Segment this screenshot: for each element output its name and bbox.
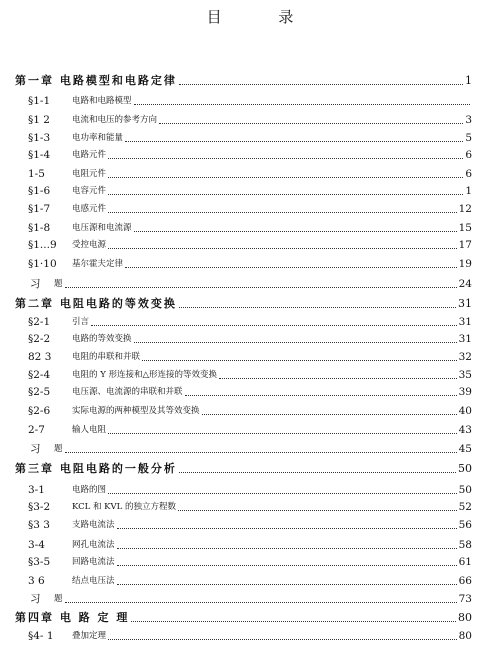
section-title: 电功率和能量 xyxy=(72,133,124,143)
chapter-row[interactable] xyxy=(0,460,500,478)
section-number: 82 3 xyxy=(28,351,52,363)
page-number: 19 xyxy=(458,258,472,270)
section-title: 电压源、电流源的串联和并联 xyxy=(72,387,183,397)
section-row[interactable] xyxy=(0,92,500,110)
dot-leader xyxy=(131,621,456,622)
section-number: §3-2 xyxy=(28,501,51,513)
chapter-title: 第三章 电阻电路的一般分析 xyxy=(15,462,177,475)
section-row[interactable] xyxy=(0,421,500,439)
chapter-row[interactable] xyxy=(0,295,500,313)
dot-leader xyxy=(125,141,463,142)
section-row[interactable] xyxy=(0,200,500,218)
section-row[interactable] xyxy=(0,402,500,420)
dot-leader xyxy=(185,395,457,396)
page-number: 17 xyxy=(458,239,472,251)
dot-leader xyxy=(179,472,456,473)
section-number: §1·10 xyxy=(28,258,57,270)
section-row[interactable] xyxy=(0,330,500,348)
section-number: §3 3 xyxy=(28,519,50,531)
page-number: 80 xyxy=(458,611,472,624)
section-row[interactable] xyxy=(0,348,500,366)
section-row[interactable] xyxy=(0,383,500,401)
page-number: 31 xyxy=(458,333,472,345)
page-number: 56 xyxy=(458,519,472,531)
section-title: 电压源和电流源 xyxy=(72,223,132,233)
page-number: 35 xyxy=(458,369,472,381)
dot-leader xyxy=(219,378,457,379)
page-number: 3 xyxy=(465,114,472,126)
page-number: 6 xyxy=(465,149,472,161)
dot-leader xyxy=(108,158,463,159)
section-number: §2-4 xyxy=(28,369,51,381)
section-title: 题 xyxy=(54,279,63,289)
page-number: 1 xyxy=(465,74,472,87)
section-number: 习 xyxy=(30,278,41,290)
section-number: 1-5 xyxy=(28,168,45,180)
section-title: 电流和电压的参考方向 xyxy=(72,115,158,125)
chapter-row[interactable] xyxy=(0,609,500,627)
page-number: 73 xyxy=(458,593,472,605)
section-number: 3-1 xyxy=(28,484,45,496)
page-number: 32 xyxy=(458,351,472,363)
dot-leader xyxy=(108,194,463,195)
section-row[interactable] xyxy=(0,498,500,516)
section-row[interactable] xyxy=(0,146,500,164)
section-number: §2-1 xyxy=(28,316,51,328)
section-number: 3-4 xyxy=(28,539,45,551)
page-number: 43 xyxy=(458,424,472,436)
page-number: 80 xyxy=(458,630,472,642)
page-number: 5 xyxy=(465,132,472,144)
page-number: 58 xyxy=(458,539,472,551)
section-title: 受控电源 xyxy=(72,240,107,250)
section-number: 习 xyxy=(30,593,41,605)
section-number: 习 xyxy=(30,443,41,455)
section-row[interactable] xyxy=(0,313,500,331)
section-number: 3 6 xyxy=(28,575,45,587)
section-number: §1-4 xyxy=(28,149,51,161)
section-title: 实际电源的两种模型及其等效变换 xyxy=(72,406,200,416)
page-number: 50 xyxy=(458,484,472,496)
section-number: §1-8 xyxy=(28,222,51,234)
dot-leader xyxy=(117,584,457,585)
section-title: 电路和电路模型 xyxy=(72,96,132,106)
dot-leader xyxy=(134,342,457,343)
dot-leader xyxy=(108,248,457,249)
section-title: 引言 xyxy=(72,317,90,327)
dot-leader xyxy=(108,493,457,494)
section-title: 回路电流法 xyxy=(72,557,115,567)
dot-leader xyxy=(65,287,457,288)
section-row[interactable] xyxy=(0,481,500,499)
section-title: 电容元件 xyxy=(72,186,107,196)
section-title: 题 xyxy=(54,444,63,454)
dot-leader xyxy=(117,565,457,566)
page-number: 40 xyxy=(458,405,472,417)
section-row[interactable] xyxy=(0,366,500,384)
section-row[interactable] xyxy=(0,129,500,147)
dot-leader xyxy=(202,414,457,415)
section-row[interactable] xyxy=(0,219,500,237)
page-number: 66 xyxy=(458,575,472,587)
section-row[interactable] xyxy=(0,536,500,554)
section-row[interactable] xyxy=(0,275,500,293)
dot-leader xyxy=(179,84,463,85)
section-number: §1-1 xyxy=(28,95,51,107)
chapter-title: 第四章 电 路 定 理 xyxy=(15,611,130,624)
page-number: 61 xyxy=(458,556,472,568)
section-row[interactable] xyxy=(0,255,500,273)
dot-leader xyxy=(108,433,457,434)
section-title: 叠加定理 xyxy=(72,631,107,641)
section-row[interactable] xyxy=(0,627,500,645)
chapter-title: 第一章 电路模型和电路定律 xyxy=(15,74,177,87)
page-number: 31 xyxy=(458,316,472,328)
dot-leader xyxy=(178,510,457,511)
section-number: §1...9 xyxy=(28,239,57,251)
page-number: 15 xyxy=(458,222,472,234)
section-number: §2-2 xyxy=(28,333,51,345)
page-number: 12 xyxy=(458,203,472,215)
dot-leader xyxy=(159,123,463,124)
dot-leader xyxy=(91,325,457,326)
section-row[interactable] xyxy=(0,553,500,571)
section-title: 题 xyxy=(54,594,63,604)
dot-leader xyxy=(142,360,457,361)
section-number: §1-6 xyxy=(28,185,51,197)
section-number: 2-7 xyxy=(28,424,45,436)
chapter-title: 第二章 电阻电路的等效变换 xyxy=(15,297,177,310)
page-number: 31 xyxy=(458,297,472,310)
section-row[interactable] xyxy=(0,236,500,254)
section-row[interactable] xyxy=(0,165,500,183)
chapter-row[interactable] xyxy=(0,72,500,90)
dot-leader xyxy=(108,639,457,640)
dot-leader xyxy=(134,231,457,232)
section-number: §2-6 xyxy=(28,405,51,417)
page-title: 目 录 xyxy=(206,8,320,26)
section-number: §3-5 xyxy=(28,556,51,568)
section-title: 电阻的串联和并联 xyxy=(72,352,141,362)
section-title: 网孔电流法 xyxy=(72,540,115,550)
section-number: §4- 1 xyxy=(28,630,54,642)
section-row[interactable] xyxy=(0,590,500,608)
page-number: 45 xyxy=(458,443,472,455)
section-number: §1-7 xyxy=(28,203,51,215)
section-title: 电路的等效变换 xyxy=(72,334,132,344)
dot-leader xyxy=(125,267,457,268)
section-title: 支路电流法 xyxy=(72,520,115,530)
section-number: §2-5 xyxy=(28,386,51,398)
dot-leader xyxy=(179,307,456,308)
dot-leader xyxy=(108,212,457,213)
section-title: 基尔霍夫定律 xyxy=(72,259,124,269)
section-row[interactable] xyxy=(0,111,500,129)
dot-leader xyxy=(134,104,470,105)
section-row[interactable] xyxy=(0,516,500,534)
section-title: KCL 和 KVL 的独立方程数 xyxy=(72,502,177,512)
page-number: 39 xyxy=(458,386,472,398)
section-title: 结点电压法 xyxy=(72,576,115,586)
section-title: 电路元件 xyxy=(72,150,107,160)
section-row[interactable] xyxy=(0,182,500,200)
section-title: 电阻的 Y 形连接和△形连接的等效变换 xyxy=(72,370,218,380)
section-number: §1-3 xyxy=(28,132,51,144)
section-title: 电感元件 xyxy=(72,204,107,214)
dot-leader xyxy=(117,548,457,549)
section-row[interactable] xyxy=(0,440,500,458)
dot-leader xyxy=(117,528,457,529)
section-title: 输人电阻 xyxy=(72,425,107,435)
page-number: 50 xyxy=(458,462,472,475)
dot-leader xyxy=(65,452,457,453)
section-number: §1 2 xyxy=(28,114,50,126)
page-number: 6 xyxy=(465,168,472,180)
dot-leader xyxy=(108,177,463,178)
page-number: 1 xyxy=(465,185,472,197)
section-title: 电路的图 xyxy=(72,485,107,495)
section-row[interactable] xyxy=(0,572,500,590)
section-title: 电阻元件 xyxy=(72,169,107,179)
page-number: 52 xyxy=(458,501,472,513)
dot-leader xyxy=(65,602,457,603)
page-number: 24 xyxy=(458,278,472,290)
